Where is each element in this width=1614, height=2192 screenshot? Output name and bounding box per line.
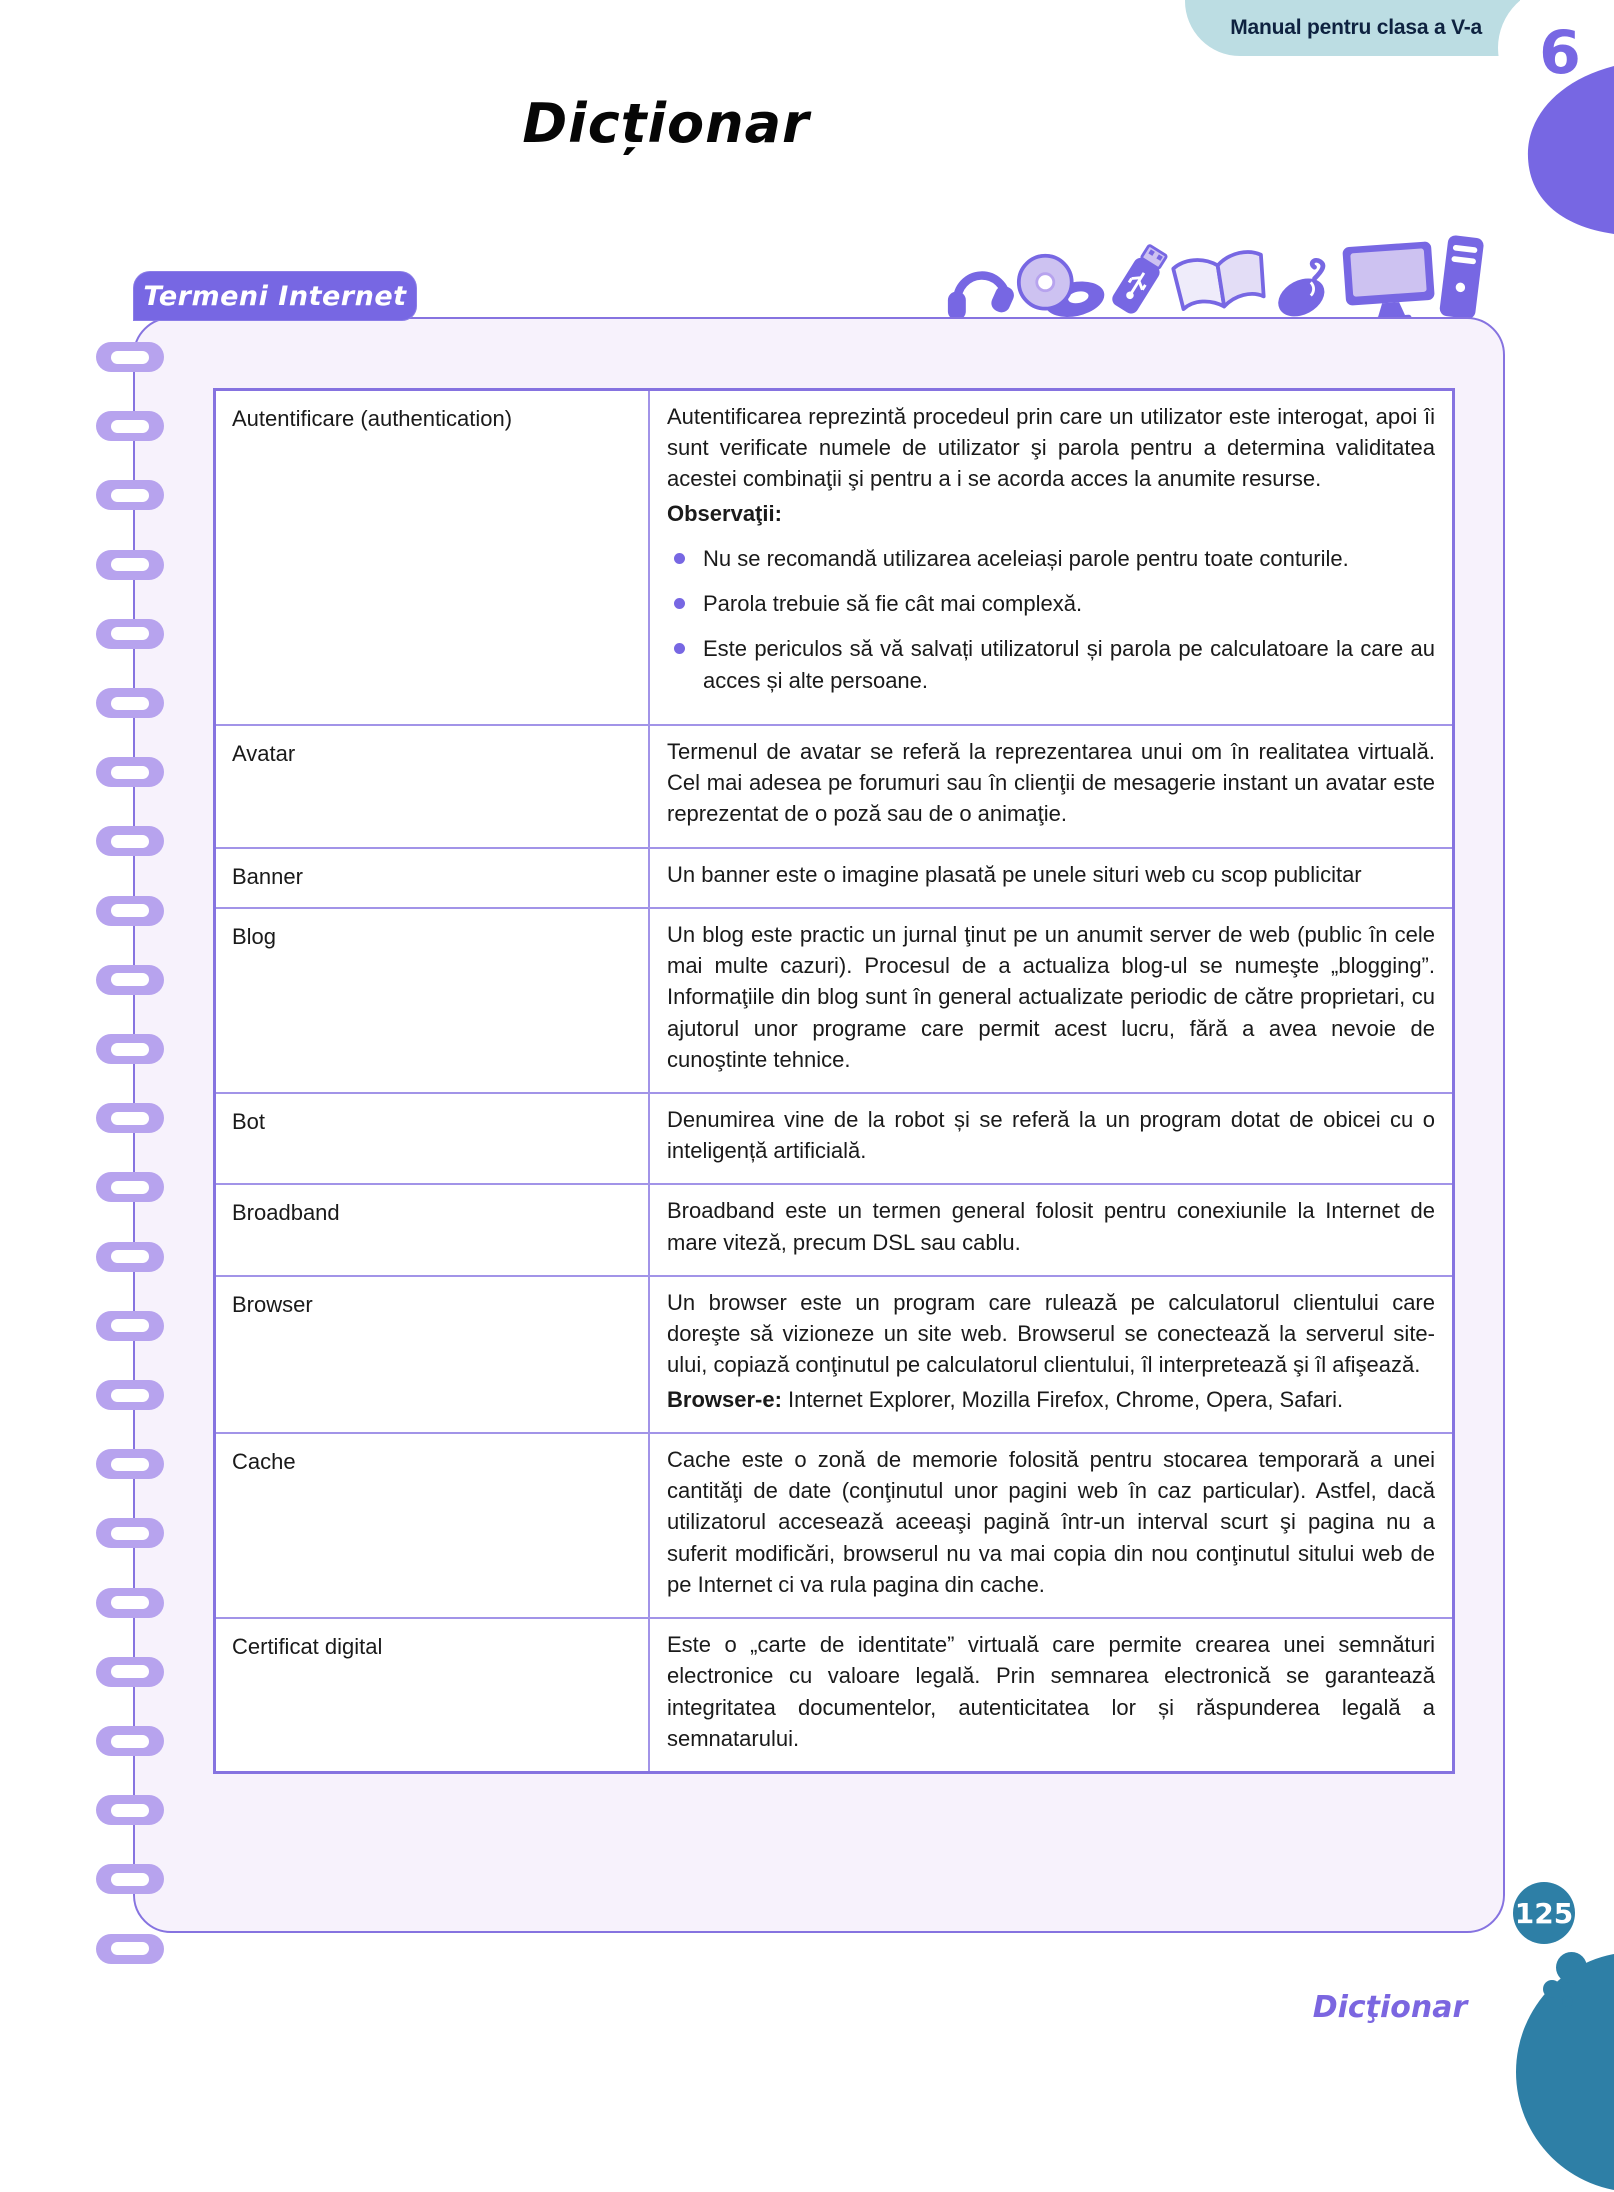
definition-cell (650, 726, 1452, 847)
binding-ring (96, 826, 164, 856)
term-cell: Blog (216, 909, 650, 1092)
monitor-icon (1341, 240, 1437, 324)
corner-circle-decoration (1516, 1952, 1614, 2192)
header-badge-label: Manual pentru clasa a V-a (1230, 16, 1482, 39)
bullet-list (667, 543, 1435, 696)
table-row (216, 1432, 1452, 1617)
definition-paragraph: Termenul de avatar se referă la reprezentarea unui om în realitatea virtuală. Cel mai adesea pe forumuri sau în clienţii de mesagerie instant un avatar este reprezentat de o poză sau de o animaţie. (667, 738, 1435, 827)
definition-paragraph: Un browser este un program care rulează pe calculatorul clientului care doreşte să vizioneze un site web. Browserul se conectează la serverul site-ului, copiază conţinutul pe calculatorul clientului, îl interpretează şi îl afişează. (667, 1289, 1435, 1378)
binding-ring (96, 1518, 164, 1548)
definition-paragraph: Este o „carte de identitate” virtuală care permite crearea unei semnături electronice cu valoare legală. Prin semnarea electronică se garantează integritatea documentelor, autenticitatea lor și răspunderea legală a semnatarului. (667, 1632, 1435, 1751)
table-row (216, 391, 1452, 724)
binding-ring (96, 1311, 164, 1341)
mouse-icon (1273, 252, 1341, 324)
binding-ring (96, 1103, 164, 1133)
definition-paragraph: Autentificarea reprezintă procedeul prin care un utilizator este interogat, apoi îi sunt verificate numele de utilizator şi parola pentru a determina validitatea acestei combinaţii şi pentru a i se acorda acces la anumite resurse. (667, 404, 1435, 492)
table-row (216, 1275, 1452, 1432)
bubble-decoration (1562, 1996, 1573, 2007)
bubble-decoration (1556, 1952, 1587, 1983)
definition-paragraph: Broadband este un termen general folosit pentru conexiunile la Internet de mare viteză, precum DSL sau cablu. (667, 1198, 1435, 1255)
binding-ring (96, 1242, 164, 1272)
binding-ring (96, 1657, 164, 1687)
section-tab (133, 271, 417, 321)
binding-ring (96, 1795, 164, 1825)
definition-cell (650, 1434, 1452, 1617)
term-cell: Bot (216, 1094, 650, 1183)
binding-ring (96, 1172, 164, 1202)
section-tab-label: Termeni Internet (143, 280, 407, 312)
table-row (216, 724, 1452, 847)
headphones-icon (946, 246, 1016, 324)
terms-table (213, 388, 1455, 1774)
book-icon (1169, 246, 1273, 324)
binding-ring (96, 1380, 164, 1410)
binding-ring (96, 342, 164, 372)
definition-cell (650, 1619, 1452, 1771)
footer-section-label: Dicţionar (1312, 1990, 1468, 2025)
page-title: Dicționar (522, 92, 810, 155)
binding-ring (96, 896, 164, 926)
definition-cell (650, 909, 1452, 1092)
term-cell: Autentificare (authentication) (216, 391, 650, 724)
page-number-badge (1513, 1882, 1575, 1944)
definition-paragraph: Denumirea vine de la robot și se referă la un program dotat de obicei cu o inteligență artificială. (667, 1106, 1435, 1164)
term-cell: Avatar (216, 726, 650, 847)
binding-ring (96, 1934, 164, 1964)
definition-paragraph: Cache este o zonă de memorie folosită pentru stocarea temporară a unei cantităţi de date (conţinutul unor pagini web în caz particular). Astfel, dacă utilizatorul accesează aceeaşi pagină într-un interval scurt şi pagina nu a suferit modificări, browserul nu va mai copia din nou conţinutul sitului web de pe Internet ci va rula pagina din cache. (667, 1446, 1435, 1597)
binding-ring (96, 1034, 164, 1064)
bubble-decoration (1543, 1980, 1561, 1998)
table-row (216, 847, 1452, 907)
page-number: 125 (1514, 1896, 1574, 1930)
header-badge (1185, 0, 1520, 56)
table-row (216, 1092, 1452, 1183)
definition-paragraph: Observaţii: (667, 500, 782, 526)
definition-paragraph: Un banner este o imagine plasată pe unele situri web cu scop publicitar (667, 861, 1362, 887)
binding-ring (96, 619, 164, 649)
bullet-item: Parola trebuie să fie cât mai complexă. (667, 588, 1435, 619)
binding-ring (96, 1588, 164, 1618)
chapter-number: 6 (1539, 18, 1581, 88)
binding-ring (96, 550, 164, 580)
term-cell: Certificat digital (216, 1619, 650, 1771)
definition-cell (650, 849, 1452, 907)
table-row (216, 1183, 1452, 1274)
bullet-item: Este periculos să vă salvați utilizatorul și parola pe calculatoare la care au acces și alte persoane. (667, 633, 1435, 695)
term-cell: Banner (216, 849, 650, 907)
definition-cell (650, 391, 1452, 724)
usb-icon (1106, 240, 1168, 324)
term-cell: Browser (216, 1277, 650, 1432)
definition-cell (650, 1277, 1452, 1432)
binding-ring (96, 757, 164, 787)
corner-blob-decoration (1500, 62, 1614, 242)
tower-icon (1437, 232, 1486, 324)
bullet-item: Nu se recomandă utilizarea aceleiași parole pentru toate conturile. (667, 543, 1435, 574)
binding-ring (96, 411, 164, 441)
term-cell: Broadband (216, 1185, 650, 1274)
term-cell: Cache (216, 1434, 650, 1617)
definition-cell (650, 1094, 1452, 1183)
binding-ring (96, 1449, 164, 1479)
binding-ring (96, 965, 164, 995)
binding-ring (96, 1864, 164, 1894)
device-icon-row (946, 232, 1486, 324)
binding-ring (96, 480, 164, 510)
cd-icon (1016, 248, 1107, 324)
table-row (216, 907, 1452, 1092)
binding-ring (96, 1726, 164, 1756)
table-row (216, 1617, 1452, 1771)
definition-paragraph: Browser-e: Internet Explorer, Mozilla Firefox, Chrome, Opera, Safari. (667, 1386, 1344, 1412)
spiral-binding (96, 342, 164, 1964)
binding-ring (96, 688, 164, 718)
definition-paragraph: Un blog este practic un jurnal ţinut pe un anumit server de web (public în cele mai multe cazuri). Procesul de a actualiza blog-ul se numeşte „blogging”. Informaţiile din blog sunt în general actualizate periodic de către proprietari, cu ajutorul unor programe care permit acest lucru, fără a avea nevoie de cunoştinte tehnice. (667, 921, 1435, 1072)
definition-cell (650, 1185, 1452, 1274)
